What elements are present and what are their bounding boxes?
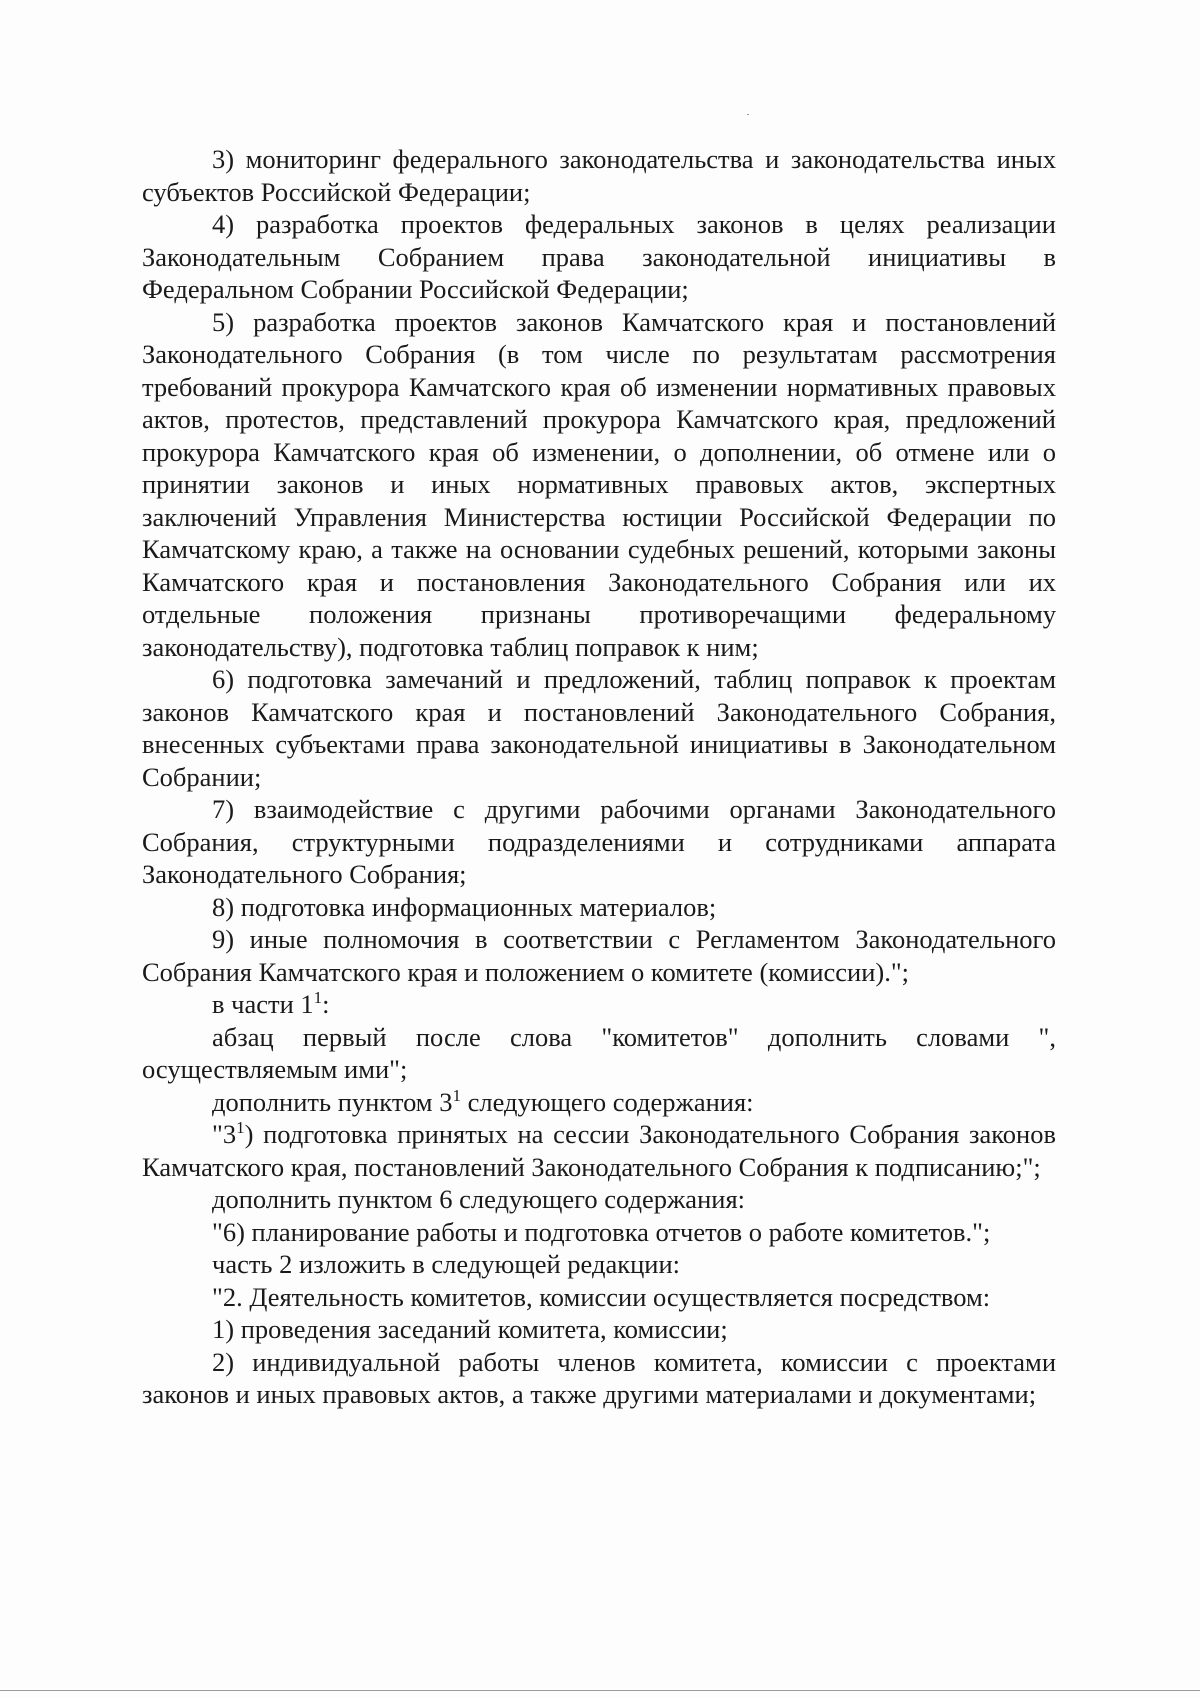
paragraph-part-1-1 xyxy=(142,988,1056,1021)
paragraph-item-5: 5) разработка проектов законов Камчатского края и постановлений Законодательного Собрания (в том числе по результатам рассмотрения требований прокурора Камчатского края об изменении нормативных правовых актов, протестов, представлений прокурора Камчатского края, предложений прокурора Камчатского края об изменении, о дополнении, об отмене или о принятии законов и иных нормативных правовых актов, экспертных заключений Управления Министерства юстиции Российской Федерации по Камчатскому краю, а также на основании судебных решений, которыми законы Камчатского края и постановления Законодательного Собрания или их отдельные положения признаны противоречащими федеральному законодательству), подготовка таблиц поправок к ним; xyxy=(142,306,1056,662)
scan-bottom-edge xyxy=(0,1690,1200,1691)
text-run: ) подготовка принятых на сессии Законодательного Собрания законов Камчатского края, постановлений Законодательного Собрания к подписанию;"; xyxy=(142,1119,1056,1182)
paragraph-p2-item-2: 2) индивидуальной работы членов комитета, комиссии с проектами законов и иных правовых актов, а также другими материалами и документами; xyxy=(142,1346,1056,1409)
document-body xyxy=(142,143,1056,1411)
paragraph-p2-item-1: 1) проведения заседаний комитета, комиссии; xyxy=(212,1314,728,1344)
paragraph-item-9: 9) иные полномочия в соответствии с Регламентом Законодательного Собрания Камчатского края и положением о комитете (комиссии)."; xyxy=(142,924,1056,987)
paragraph-abzac: абзац первый после слова "комитетов" дополнить словами ", осуществляемым ими"; xyxy=(142,1021,1056,1084)
paragraph-part-2-text: "2. Деятельность комитетов, комиссии осуществляется посредством: xyxy=(212,1281,991,1312)
superscript: 1 xyxy=(313,988,323,1007)
scan-speck xyxy=(747,114,749,115)
paragraph-item-4: 4) разработка проектов федеральных законов в целях реализации Законодательным Собранием права законодательной инициативы в Федеральном Собрании Российской Федерации; xyxy=(142,209,1056,304)
text-run: "3 xyxy=(212,1119,237,1149)
paragraph-add-6: дополнить пунктом 6 следующего содержания: xyxy=(212,1184,745,1214)
paragraph-part-2: часть 2 изложить в следующей редакции: xyxy=(212,1249,680,1279)
paragraph-item-3: 3) мониторинг федерального законодательства и законодательства иных субъектов Российской Федерации; xyxy=(142,144,1056,207)
text-run: : xyxy=(322,989,330,1019)
paragraph-item-7: 7) взаимодействие с другими рабочими органами Законодательного Собрания, структурными подразделениями и сотрудниками аппарата Законодательного Собрания; xyxy=(142,794,1056,889)
paragraph-item-6-new: "6) планирование работы и подготовка отчетов о работе комитетов."; xyxy=(212,1216,991,1247)
text-run: следующего содержания: xyxy=(460,1086,754,1117)
paragraph-item-8: 8) подготовка информационных материалов; xyxy=(212,891,717,922)
paragraph-add-3-1 xyxy=(142,1086,1056,1119)
superscript: 1 xyxy=(452,1085,461,1105)
paragraph-item-3-1 xyxy=(142,1118,1056,1183)
paragraph-item-6: 6) подготовка замечаний и предложений, таблиц поправок к проектам законов Камчатского края и постановлений Законодательного Собрания, внесенных субъектами права законодательной инициативы в Законодательном Собрании; xyxy=(142,664,1056,792)
text-run: в части 1 xyxy=(212,989,314,1019)
superscript: 1 xyxy=(236,1118,245,1137)
text-run: дополнить пунктом 3 xyxy=(212,1086,453,1117)
